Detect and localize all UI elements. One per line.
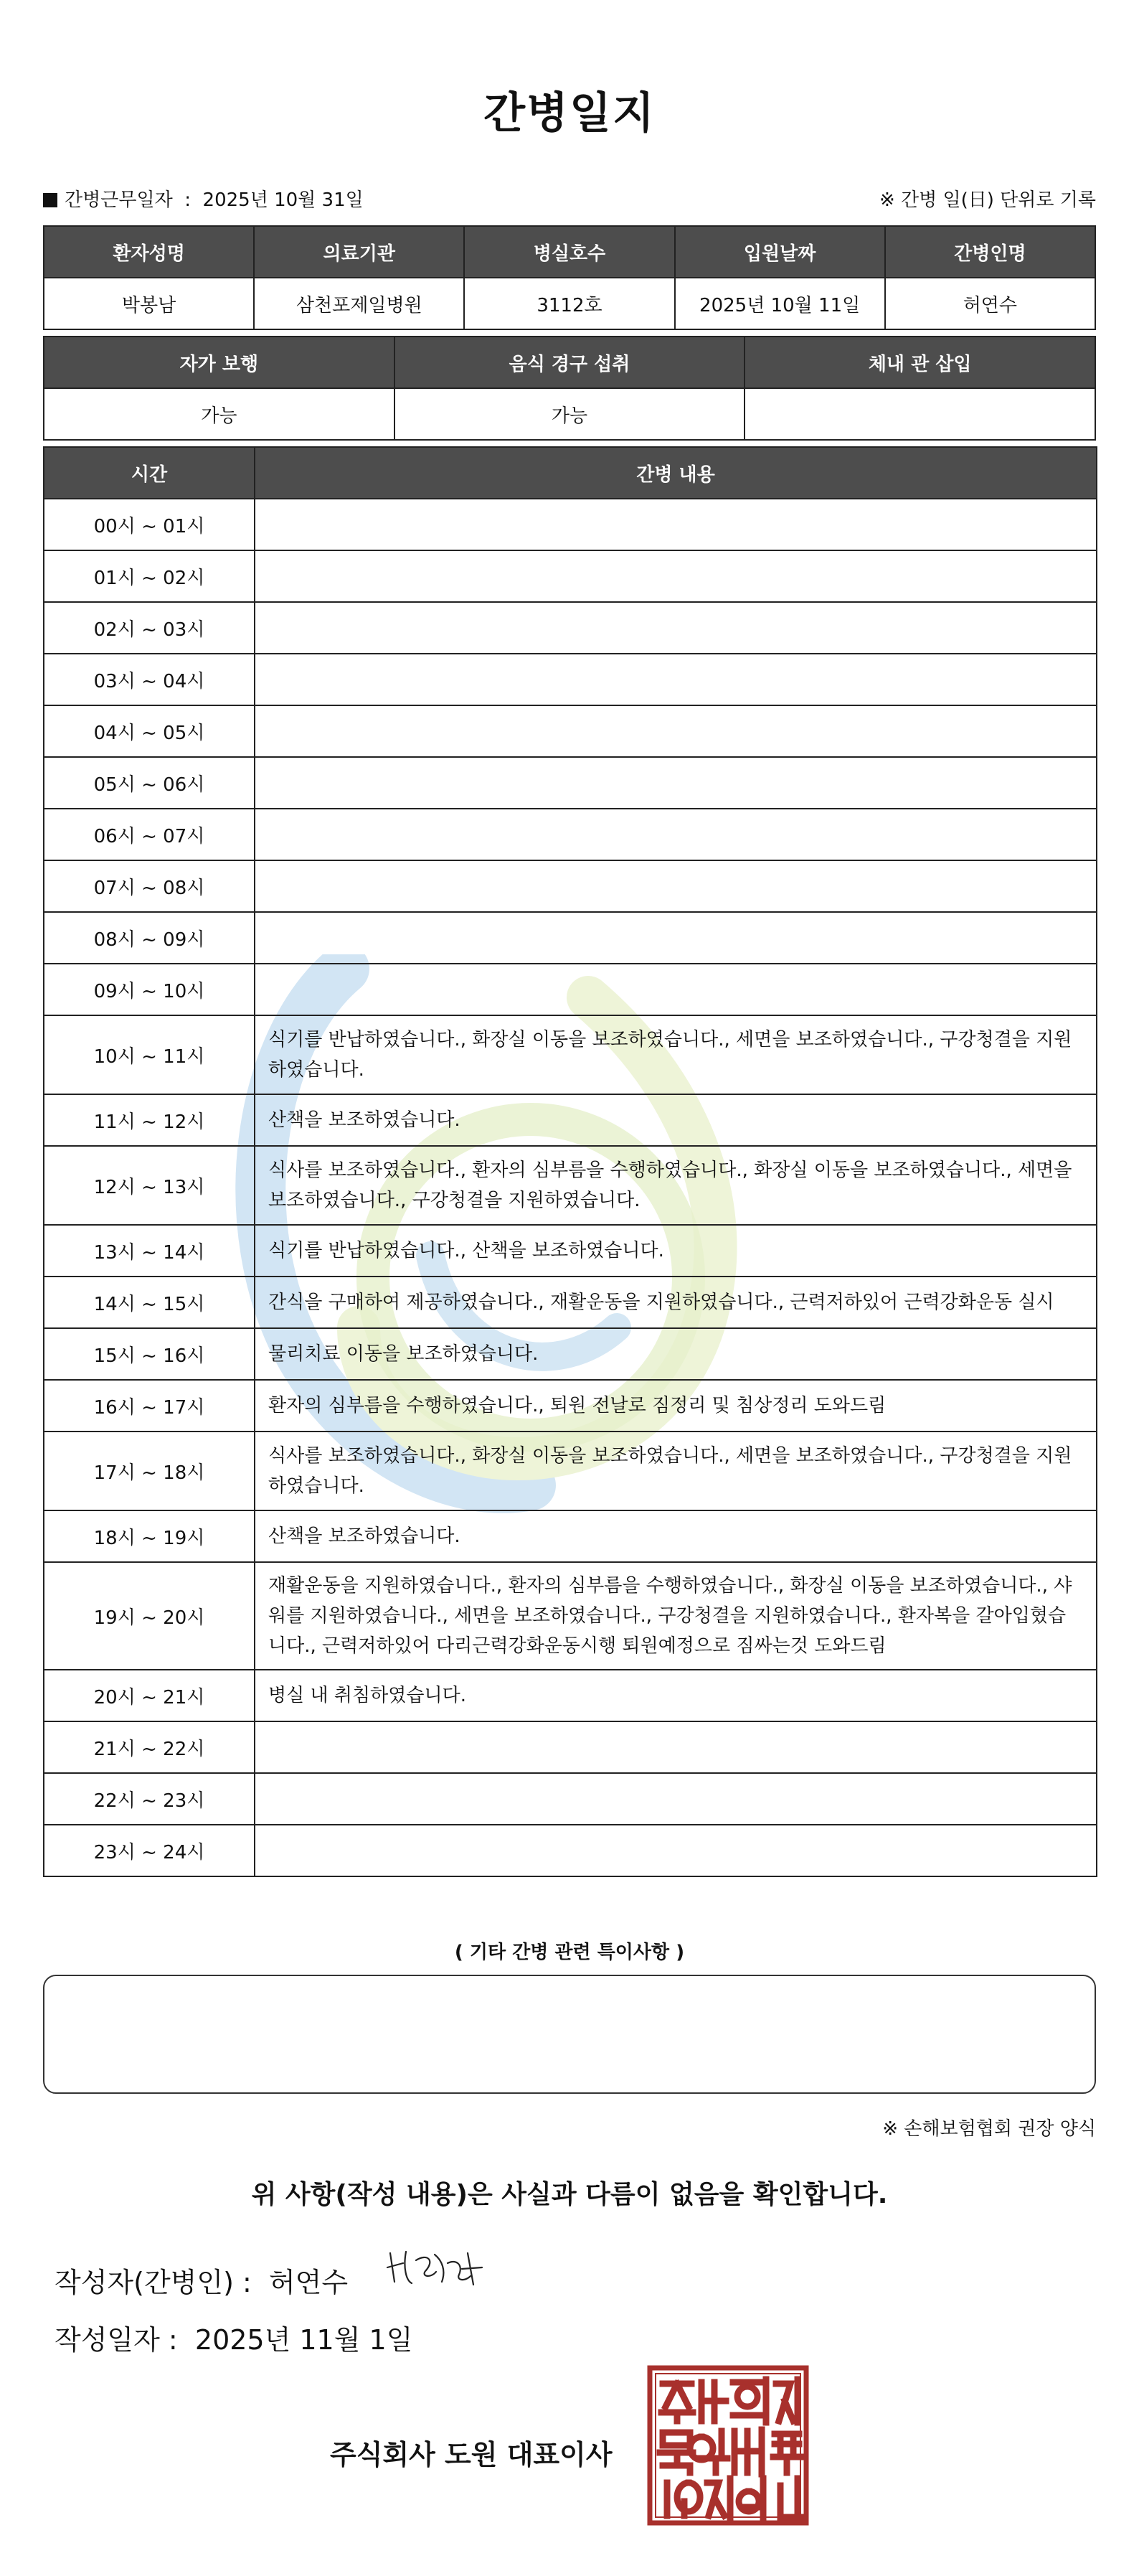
- confirm-statement: 위 사항(작성 내용)은 사실과 다름이 없음을 확인합니다.: [251, 2180, 888, 2209]
- log-time: 10시 ~ 11시: [44, 1015, 255, 1094]
- table-row: [44, 550, 1097, 602]
- notes-box: [43, 1975, 1096, 2094]
- log-content: 병실 내 취침하였습니다.: [255, 1670, 1097, 1721]
- room-number: 3112호: [464, 278, 674, 329]
- log-time: 06시 ~ 07시: [44, 809, 255, 860]
- log-time: 15시 ~ 16시: [44, 1328, 255, 1380]
- work-date-label: 간병근무일자: [65, 189, 173, 211]
- table-row: [44, 705, 1097, 757]
- table-row: [44, 1432, 1097, 1510]
- log-time: 20시 ~ 21시: [44, 1670, 255, 1721]
- log-time: 17시 ~ 18시: [44, 1432, 255, 1510]
- writer-label: 작성자(간병인) :: [55, 2267, 252, 2298]
- log-time: 00시 ~ 01시: [44, 499, 255, 550]
- table-row: [44, 1328, 1097, 1380]
- page-title: 간병일지: [483, 88, 656, 138]
- table-row: [44, 1510, 1097, 1562]
- log-content: [255, 860, 1097, 912]
- care-log-body: [44, 499, 1097, 1876]
- table-row: [44, 1094, 1097, 1146]
- log-time: 12시 ~ 13시: [44, 1146, 255, 1225]
- caregiver-name: 허연수: [885, 278, 1095, 329]
- log-content: [255, 1721, 1097, 1773]
- log-time: 08시 ~ 09시: [44, 912, 255, 964]
- hospital: 삼천포제일병원: [254, 278, 464, 329]
- log-time: 18시 ~ 19시: [44, 1510, 255, 1562]
- table-row: [44, 809, 1097, 860]
- log-content: [255, 1773, 1097, 1825]
- log-time: 16시 ~ 17시: [44, 1380, 255, 1432]
- log-content: 환자의 심부름을 수행하였습니다., 퇴원 전날로 짐정리 및 침상정리 도와드림: [255, 1380, 1097, 1432]
- log-content: [255, 550, 1097, 602]
- table-row: [44, 499, 1097, 550]
- table-row: [44, 1825, 1097, 1876]
- log-time: 09시 ~ 10시: [44, 964, 255, 1015]
- admission-date: 2025년 10월 11일: [675, 278, 885, 329]
- header-hospital: 의료기관: [254, 226, 464, 278]
- log-content: [255, 602, 1097, 654]
- header-time: 시간: [44, 447, 255, 499]
- work-date: 간병근무일자 : 2025년 10월 31일: [43, 185, 364, 212]
- daily-record-note: ※ 간병 일(日) 단위로 기록: [879, 189, 1096, 211]
- log-content: 식기를 반납하였습니다., 산책을 보조하였습니다.: [255, 1225, 1097, 1277]
- log-content: 식사를 보조하였습니다., 환자의 심부름을 수행하였습니다., 화장실 이동을 보조하였습니다., 세면을 보조하였습니다., 구강청결을 지원하였습니다.: [255, 1146, 1097, 1225]
- handwritten-signature: [384, 2239, 492, 2296]
- writer-line: [55, 2260, 348, 2300]
- table-row: [44, 1146, 1097, 1225]
- table-row: [44, 1380, 1097, 1432]
- table-row: [44, 1225, 1097, 1277]
- table-row: [44, 964, 1097, 1015]
- log-content: 물리치료 이동을 보조하였습니다.: [255, 1328, 1097, 1380]
- table-row: [44, 602, 1097, 654]
- table-row: [44, 1562, 1097, 1670]
- log-content: 산책을 보조하였습니다.: [255, 1510, 1097, 1562]
- log-content: 재활운동을 지원하였습니다., 환자의 심부름을 수행하였습니다., 화장실 이동을 보조하였습니다., 샤워를 지원하였습니다., 세면을 보조하였습니다., 구강청결을 지원하였습니다., 환자복을 갈아입혔습니다., 근력저하있어 다리근력강화운동시행 퇴원예정으로 짐싸는것 도와드림: [255, 1562, 1097, 1670]
- log-content: [255, 912, 1097, 964]
- log-time: 23시 ~ 24시: [44, 1825, 255, 1876]
- ability-table: [43, 336, 1096, 441]
- table-row: [44, 1721, 1097, 1773]
- square-bullet-icon: [43, 193, 57, 207]
- table-row: [44, 654, 1097, 705]
- log-time: 14시 ~ 15시: [44, 1277, 255, 1328]
- table-row: [44, 1773, 1097, 1825]
- patient-info-table: [43, 225, 1096, 330]
- log-time: 21시 ~ 22시: [44, 1721, 255, 1773]
- table-row: [44, 757, 1097, 809]
- log-time: 13시 ~ 14시: [44, 1225, 255, 1277]
- care-log-table: [43, 446, 1097, 1877]
- log-content: [255, 757, 1097, 809]
- header-walking: 자가 보행: [44, 337, 394, 388]
- header-admission-date: 입원날짜: [675, 226, 885, 278]
- table-row: [44, 1670, 1097, 1721]
- log-time: 03시 ~ 04시: [44, 654, 255, 705]
- header-room: 병실호수: [464, 226, 674, 278]
- tube-value: [745, 388, 1095, 440]
- recommend-note: ※ 손해보험협회 권장 양식: [882, 2118, 1096, 2140]
- log-content: 산책을 보조하였습니다.: [255, 1094, 1097, 1146]
- oral-intake-value: 가능: [394, 388, 745, 440]
- log-content: [255, 809, 1097, 860]
- log-time: 05시 ~ 06시: [44, 757, 255, 809]
- header-tube: 체내 관 삽입: [745, 337, 1095, 388]
- written-date-value: 2025년 11월 1일: [194, 2324, 413, 2356]
- log-content: [255, 1825, 1097, 1876]
- log-content: [255, 499, 1097, 550]
- notes-title: ( 기타 간병 관련 특이사항 ): [454, 1942, 685, 1963]
- log-time: 02시 ~ 03시: [44, 602, 255, 654]
- log-time: 07시 ~ 08시: [44, 860, 255, 912]
- header-caregiver: 간병인명: [885, 226, 1095, 278]
- log-content: 간식을 구매하여 제공하였습니다., 재활운동을 지원하였습니다., 근력저하있어 근력강화운동 실시: [255, 1277, 1097, 1328]
- written-date-label: 작성일자 :: [55, 2324, 178, 2356]
- header-oral-intake: 음식 경구 섭취: [394, 337, 745, 388]
- log-time: 01시 ~ 02시: [44, 550, 255, 602]
- log-content: 식사를 보조하였습니다., 화장실 이동을 보조하였습니다., 세면을 보조하였습니다., 구강청결을 지원하였습니다.: [255, 1432, 1097, 1510]
- header-patient-name: 환자성명: [44, 226, 254, 278]
- table-row: [44, 912, 1097, 964]
- work-date-value: 2025년 10월 31일: [202, 189, 364, 211]
- table-row: [44, 860, 1097, 912]
- company-seal-stamp: [647, 2365, 809, 2526]
- company-name: 주식회사 도원 대표이사: [330, 2439, 613, 2471]
- header-content: 간병 내용: [255, 447, 1097, 499]
- patient-name: 박봉남: [44, 278, 254, 329]
- log-time: 19시 ~ 20시: [44, 1562, 255, 1670]
- log-time: 22시 ~ 23시: [44, 1773, 255, 1825]
- log-time: 04시 ~ 05시: [44, 705, 255, 757]
- log-content: [255, 964, 1097, 1015]
- table-row: [44, 1015, 1097, 1094]
- log-content: [255, 654, 1097, 705]
- written-date-line: [55, 2318, 412, 2357]
- log-content: [255, 705, 1097, 757]
- meta-row: [43, 185, 1096, 214]
- log-time: 11시 ~ 12시: [44, 1094, 255, 1146]
- table-row: [44, 1277, 1097, 1328]
- writer-name: 허연수: [268, 2267, 349, 2298]
- walking-value: 가능: [44, 388, 394, 440]
- log-content: 식기를 반납하였습니다., 화장실 이동을 보조하였습니다., 세면을 보조하였습니다., 구강청결을 지원하였습니다.: [255, 1015, 1097, 1094]
